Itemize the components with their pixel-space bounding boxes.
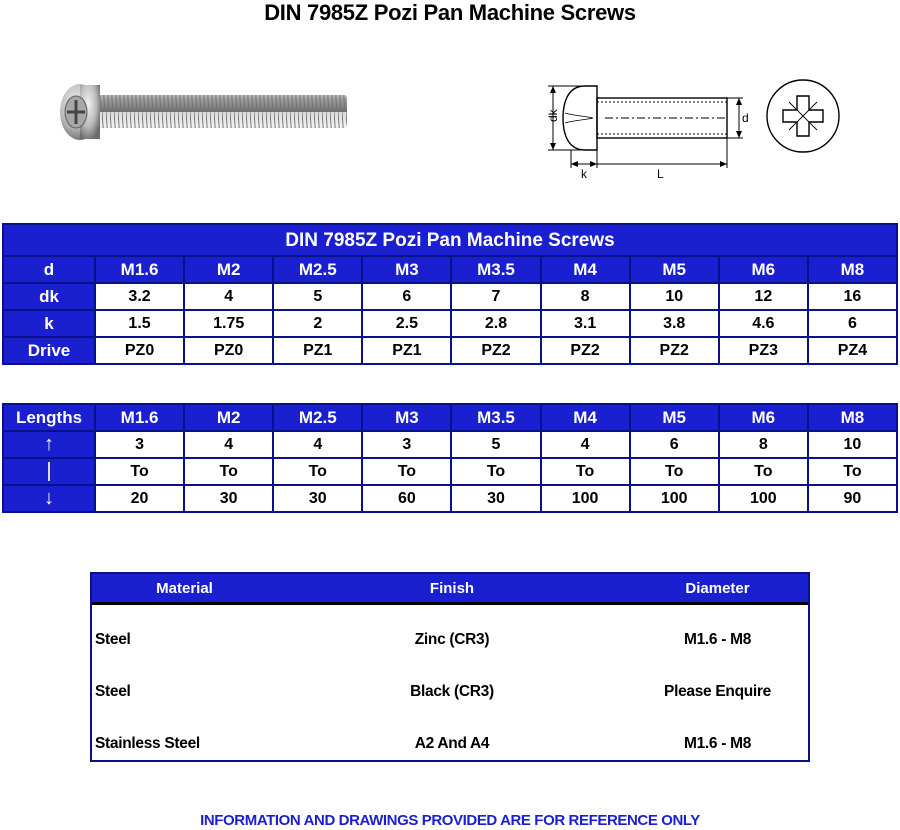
row-label: dk [3,283,95,310]
page-title: DIN 7985Z Pozi Pan Machine Screws [264,0,636,25]
L-label: L [657,167,664,181]
table-cell: 3 [362,431,451,458]
material-cell: Steel [95,631,131,648]
table-cell: 16 [808,283,897,310]
table-row [3,283,897,310]
material-header: Material [156,579,213,597]
table-cell: 4 [541,431,630,458]
finish-header: Finish [429,579,475,597]
table-cell: PZ2 [541,337,630,364]
materials-header-row [92,574,808,605]
header-cell: M5 [630,404,719,431]
table-cell: To [95,458,184,485]
table-cell: 7 [451,283,540,310]
table-cell: 30 [451,485,540,512]
header-cell: M2.5 [273,256,362,283]
table-cell: 4 [273,431,362,458]
table-row [3,310,897,337]
row-label: k [3,310,95,337]
table-cell: 1.75 [184,310,273,337]
down-arrow-icon: ↓ [3,485,95,512]
header-cell: M4 [541,256,630,283]
table-cell: PZ2 [451,337,540,364]
dimensions-table [2,223,898,365]
table-cell: 3.8 [630,310,719,337]
table-cell: To [184,458,273,485]
table-row [92,683,808,701]
table-cell: 4 [184,431,273,458]
lengths-table [2,403,898,513]
table-cell: 100 [719,485,808,512]
table-caption: DIN 7985Z Pozi Pan Machine Screws [3,224,897,256]
table-cell: PZ2 [630,337,719,364]
diameter-cell: Please Enquire [664,683,771,700]
table-cell: To [808,458,897,485]
table-cell: 30 [273,485,362,512]
header-cell: M3 [362,404,451,431]
d-label: d [742,111,749,125]
header-cell: M6 [719,256,808,283]
material-cell: Steel [95,683,131,700]
header-cell: M3.5 [451,256,540,283]
diameter-cell: M1.6 - M8 [683,735,752,752]
header-cell: M1.6 [95,256,184,283]
table-cell: 1.5 [95,310,184,337]
table-cell: To [451,458,540,485]
table-cell: 12 [719,283,808,310]
table-cell: PZ0 [184,337,273,364]
table-cell: To [630,458,719,485]
table-cell: PZ3 [719,337,808,364]
k-label: k [581,167,587,181]
up-arrow-icon: ↑ [3,431,95,458]
table-cell: 6 [808,310,897,337]
table-row [3,431,897,458]
table-cell: 6 [630,431,719,458]
header-cell: M5 [630,256,719,283]
header-cell: M8 [808,404,897,431]
table-row [3,458,897,485]
table-cell: PZ4 [808,337,897,364]
table-header-row [3,404,897,431]
header-cell: M4 [541,404,630,431]
table-cell: 6 [362,283,451,310]
header-cell: d [3,256,95,283]
table-cell: 10 [630,283,719,310]
table-row [92,631,808,649]
table-row [92,735,808,753]
header-cell: Lengths [3,404,95,431]
table-cell: To [541,458,630,485]
table-cell: 2.8 [451,310,540,337]
table-cell: 20 [95,485,184,512]
table-cell: 3.2 [95,283,184,310]
table-cell: 100 [630,485,719,512]
header-cell: M3 [362,256,451,283]
table-cell: 2.5 [362,310,451,337]
header-cell: M2 [184,256,273,283]
table-cell: 5 [273,283,362,310]
table-row [3,485,897,512]
table-cell: 90 [808,485,897,512]
finish-cell: A2 And A4 [414,735,490,752]
table-cell: To [362,458,451,485]
materials-table [90,572,810,762]
table-cell: 2 [273,310,362,337]
table-row [3,337,897,364]
table-cell: 4.6 [719,310,808,337]
table-cell: PZ1 [273,337,362,364]
screw-photo [50,72,360,152]
header-cell: M8 [808,256,897,283]
diameter-cell: M1.6 - M8 [683,631,752,648]
table-header-row [3,256,897,283]
header-cell: M2 [184,404,273,431]
table-cell: 8 [541,283,630,310]
diameter-header: Diameter [685,579,750,597]
finish-cell: Zinc (CR3) [414,631,490,648]
table-cell: 3 [95,431,184,458]
table-cell: 3.1 [541,310,630,337]
header-cell: M6 [719,404,808,431]
table-cell: 100 [541,485,630,512]
row-label: Drive [3,337,95,364]
table-cell: 30 [184,485,273,512]
table-cell: 60 [362,485,451,512]
table-cell: PZ0 [95,337,184,364]
disclaimer-footer: INFORMATION AND DRAWINGS PROVIDED ARE FOR REFERENCE ONLY [200,812,700,829]
table-cell: To [719,458,808,485]
table-cell: 10 [808,431,897,458]
finish-cell: Black (CR3) [410,683,494,700]
table-cell: To [273,458,362,485]
table-cell: 8 [719,431,808,458]
material-cell: Stainless Steel [95,735,200,752]
screw-technical-drawing [545,68,845,183]
header-cell: M2.5 [273,404,362,431]
table-cell: PZ1 [362,337,451,364]
dk-label: dk [546,109,560,122]
vertical-bar-icon: | [3,458,95,485]
table-cell: 4 [184,283,273,310]
table-cell: 5 [451,431,540,458]
header-cell: M3.5 [451,404,540,431]
header-cell: M1.6 [95,404,184,431]
